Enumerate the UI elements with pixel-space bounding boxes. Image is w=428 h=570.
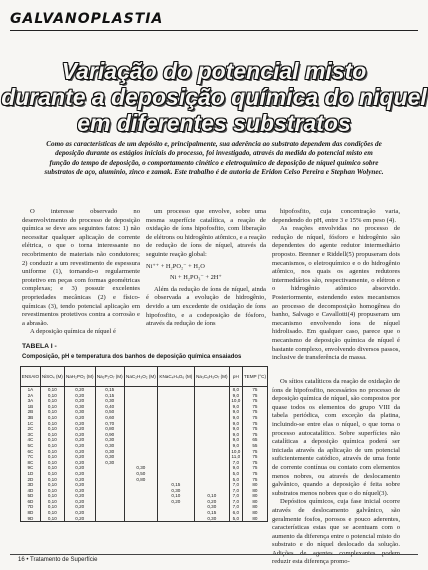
table-cell: 9,0 [229, 404, 242, 410]
table-cell: 0,10 [40, 426, 64, 432]
table-cell: 0,20 [64, 432, 95, 438]
table-cell: 6,0 [229, 510, 242, 516]
table-cell: 0,30 [95, 443, 124, 449]
table-cell: 5C [21, 443, 41, 449]
footer-rule [10, 554, 418, 555]
table-cell: 0,10 [40, 488, 64, 494]
article-abstract: Como as características de um depósito e, principalmente, sua aderência ao substrato dependem das condições de deposição durante os estágios iniciais do processo, foi investigado, através da medida do potencial misto em função do tempo de deposição, o comportamento cinético e eletroquímico de deposição de níquel químico sobre substratos de aço, alumínio, zinco e zamak. Este trabalho é de autoria de Eridon Celso Pereira e Stephan Wolynec. [44, 140, 384, 177]
table-cell: 0,30 [95, 454, 124, 460]
section-name: GALVANOPLASTIA [10, 11, 164, 27]
table-cell: 0,70 [95, 421, 124, 427]
table-cell: 3C [21, 432, 41, 438]
table-cell: 0,10 [40, 387, 64, 393]
header-cell: ENSAIO [21, 367, 41, 387]
table-cell: 80 [242, 493, 267, 499]
table-cell: 0,10 [40, 504, 64, 510]
table-cell: 80 [242, 504, 267, 510]
table-cell [158, 516, 195, 522]
header-cell: pH [229, 367, 242, 387]
table-cell: 0,20 [64, 426, 95, 432]
table-cell: 0,20 [64, 516, 95, 522]
table-cell: 0,30 [158, 488, 195, 494]
table-cell: 0,10 [40, 421, 64, 427]
table-cell: 0,20 [64, 454, 95, 460]
table-cell: 7,0 [229, 493, 242, 499]
table-label: TABELA I - [22, 343, 57, 350]
table-cell: 9D [21, 516, 41, 522]
table-cell: 75 [242, 471, 267, 477]
table-cell: 0,20 [64, 437, 95, 443]
table-cell: 0,10 [40, 398, 64, 404]
table-cell: 0,30 [124, 465, 157, 471]
table-cell: 0,10 [40, 454, 64, 460]
article-title-line-3: em diferentes substratos [77, 110, 351, 136]
table-cell: 1C [21, 421, 41, 427]
section-header [10, 8, 418, 31]
table-cell: 0,30 [95, 398, 124, 404]
table-cell: 0,10 [40, 465, 64, 471]
table-cell: 80 [242, 488, 267, 494]
table-cell: 0,10 [194, 493, 229, 499]
header-cell: Na₂P₂O₇ (M) [95, 367, 124, 387]
paragraph: Depósitos químicos, cuja fase inicial ocorre através de deslocamento galvânico, são geralmente fosfos, porosos e pouco aderentes, características estas que se acentuam com o aumento da diferença entre o potencial misto do substrato e do níquel deslocado da solução. Adições de agentes complexantes podem reduzir esta diferença promo- [272, 498, 400, 566]
table-cell: 0,20 [64, 393, 95, 399]
table-cell: 7,0 [229, 499, 242, 505]
table-cell: 11,0 [229, 454, 242, 460]
equation-line-1: Ni⁺⁺ + H₂PO₂⁻ + H₂O [146, 262, 205, 270]
table-cell: 2A [21, 393, 41, 399]
table-cell: 0,20 [64, 477, 95, 483]
table-cell: 1A [21, 387, 41, 393]
table-cell: 75 [242, 404, 267, 410]
header-cell: NaH₂PO₂ (M) [64, 367, 95, 387]
table-cell: 75 [242, 393, 267, 399]
table-cell: 0,20 [64, 465, 95, 471]
table-cell: 75 [242, 454, 267, 460]
table-cell: 9C [21, 465, 41, 471]
table-cell: 7,0 [229, 488, 242, 494]
paragraph: hipofosfito, cuja concentração varia, dependendo do pH, entre 3 e 15% em peso (4). [272, 208, 400, 224]
header-cell: Na₃C₆H₅O₇ (M) [194, 367, 229, 387]
table-cell: 75 [242, 449, 267, 455]
table-cell: 65 [242, 437, 267, 443]
table-cell: 0,10 [40, 404, 64, 410]
table-cell: 2C [21, 426, 41, 432]
table-cell: 0,10 [40, 443, 64, 449]
table-cell: 4C [21, 437, 41, 443]
column-3-top [272, 208, 400, 363]
table-cell: 1B [21, 404, 41, 410]
table-cell: 9,0 [229, 393, 242, 399]
table-cell: 8D [21, 510, 41, 516]
table-cell: 7,0 [229, 460, 242, 466]
table-cell: 3D [21, 482, 41, 488]
table-cell: 75 [242, 465, 267, 471]
table-cell: 0,20 [64, 387, 95, 393]
table-cell: 55 [242, 443, 267, 449]
table-header-row [21, 367, 268, 387]
table-cell: 4D [21, 488, 41, 494]
header-cell: TEMP (°C) [242, 367, 267, 387]
table-body [21, 387, 268, 522]
table-cell: 80 [242, 482, 267, 488]
table-cell: 10,0 [231, 448, 241, 454]
header-cell: KNaC₄H₄O₆ (M) [158, 367, 195, 387]
table-cell: 0,10 [158, 493, 195, 499]
table-cell: 0,15 [158, 482, 195, 488]
paragraph: Os sítios catalíticos da reação de oxidação de íons de hipofosfito, necessários no processo de deposição química de níquel, são compostos por quase todos os elementos do grupo VIII da tabela periódica, com exceção da platina, incluindo-se entre elas o níquel, o que torna o processo autocatalítico. Sobre superfícies não catalíticas a deposição química poderá ser iniciada através da aplicação de um potencial suficientemente catódico, através de uma fonte de corrente contínua ou contato com elementos menos nobres, ou através de deslocamento galvânico, quando a deposição é feita sobre substratos menos nobres que o do níquel(3). [272, 378, 400, 497]
paragraph: A deposição química de níquel é [30, 328, 116, 336]
table-cell: 0,10 [40, 516, 64, 522]
table-cell: 5,0 [229, 477, 242, 483]
table-cell: 9,0 [229, 409, 242, 415]
table-cell: 0,40 [95, 404, 124, 410]
table-cell: 2D [21, 477, 41, 483]
table-cell: 0,10 [40, 415, 64, 421]
table-cell: 0,10 [40, 482, 64, 488]
table-cell: 7C [21, 454, 41, 460]
table-cell: 0,15 [194, 510, 229, 516]
table-cell: 0,10 [40, 510, 64, 516]
table-cell: 0,10 [40, 393, 64, 399]
table-cell: 0,30 [194, 504, 229, 510]
table-cell: 75 [242, 432, 267, 438]
table-cell: 0,50 [95, 409, 124, 415]
paragraph: um processo que envolve, sobre uma mesma superfície catalítica, a reação de oxidação de íons hipofosfito, com liberação de elétrons ou hidrogênio atômico, e a reação de redução de íons de níquel, através da seguinte reação global: [146, 208, 266, 258]
table-cell: 5,0 [229, 516, 242, 522]
table-cell: 9,0 [229, 432, 242, 438]
table-cell: 0,10 [40, 437, 64, 443]
table-cell: 0,60 [95, 415, 124, 421]
table-cell: 0,20 [64, 398, 95, 404]
table-cell: 0,10 [40, 449, 64, 455]
page-footer: 16 • Tratamento de Superfície [18, 557, 98, 563]
table-cell: 7D [21, 504, 41, 510]
table-cell: 0,20 [64, 443, 95, 449]
table-cell: 6C [21, 449, 41, 455]
table-cell: 0,50 [124, 471, 157, 477]
table-cell: 0,20 [64, 460, 95, 466]
table-cell: 75 [242, 387, 267, 393]
table-cell: 0,20 [64, 510, 95, 516]
table-cell: 75 [242, 398, 267, 404]
table-cell: 6D [21, 499, 41, 505]
table-cell: 0,30 [95, 460, 124, 466]
table-cell: 0,30 [95, 449, 124, 455]
table-cell: 5,0 [229, 471, 242, 477]
table-cell: 0,20 [194, 499, 229, 505]
table-cell: 0,10 [40, 432, 64, 438]
article-title-line-1: Variação do potencial misto [61, 58, 367, 84]
table-cell: 3A [21, 398, 41, 404]
table-cell: 80 [242, 499, 267, 505]
table-cell: 9,0 [229, 465, 242, 471]
table-cell: 8C [21, 460, 41, 466]
table-cell: 0,10 [40, 460, 64, 466]
table-caption: Composição, pH e temperatura dos banhos de deposição química ensaiados [22, 354, 242, 360]
article-title-line-2: durante a deposição química do niquel [1, 84, 427, 110]
table-cell: 0,20 [64, 415, 95, 421]
table-cell [95, 516, 124, 522]
table-cell: 9,0 [229, 437, 242, 443]
table-cell: 0,80 [124, 477, 157, 483]
table-cell: 75 [242, 460, 267, 466]
table-cell: 75 [242, 426, 267, 432]
table-cell: 0,30 [194, 516, 229, 522]
table-cell: 0,30 [64, 404, 95, 410]
table-cell: 0,20 [158, 499, 195, 505]
table-cell: 0,30 [95, 437, 124, 443]
table-cell: 0,20 [64, 449, 95, 455]
header-cell: NaC₂H₃O₂ (M) [124, 367, 157, 387]
table-cell: 80 [242, 516, 267, 522]
table-cell: 0,10 [40, 477, 64, 483]
table-cell: 0,20 [64, 421, 95, 427]
table-cell: 75 [242, 477, 267, 483]
column-1 [22, 208, 140, 337]
table-cell: 2B [21, 409, 41, 415]
table-cell: 8,0 [229, 387, 242, 393]
table-cell [124, 516, 157, 522]
table-cell: 0,10 [40, 409, 64, 415]
table-cell: 10,0 [231, 398, 241, 404]
table-cell: 3B [21, 415, 41, 421]
table-cell: 9,0 [229, 443, 242, 449]
table-cell: 7,0 [229, 482, 242, 488]
column-3-bottom [272, 378, 400, 567]
table-row [21, 516, 268, 522]
table-cell: 9,0 [229, 421, 242, 427]
table-cell: 0,80 [95, 426, 124, 432]
table-cell: 75 [242, 415, 267, 421]
table-cell: 0,20 [64, 471, 95, 477]
table-cell: 1D [21, 471, 41, 477]
table-cell: 0,15 [95, 387, 124, 393]
table-cell: 0,90 [95, 432, 124, 438]
table-cell: 75 [242, 409, 267, 415]
paragraph: As reações envolvidas no processo de redução de níquel, fósforo e hidrogênio são dependentes do agente redutor intermediário proposto. Brenner e Riddell(5) propuseram dois mecanismos, o eletroquímico e o do hidrogênio atômico, nos quais os agentes redutores intermediários são, respectivamente, o elétron e o hidrogênio atômico absorvido. Posteriormente, estendendo estes mecanismos ao processo de decomposição homogênea do banho, Salvago e Cavallotti(4) propuseram um mecanismo envolvendo íons de níquel hidrolisado. Em qualquer caso, parece que o mecanismo de deposição química de níquel é bastante complexo, envolvendo diversos passos, inclusive de transferência de massa. [272, 225, 400, 362]
table-cell: 5D [21, 493, 41, 499]
table-cell: 0,10 [40, 471, 64, 477]
table-cell: 0,20 [64, 493, 95, 499]
table-cell: 0,10 [40, 493, 64, 499]
equation-line-2: Ni + H₂PO₃⁻ + 2H⁺ [170, 274, 222, 282]
column-2 [146, 208, 266, 329]
table-cell: 80 [242, 510, 267, 516]
table-cell: 7,0 [229, 504, 242, 510]
header-cell: NiSO₄ (M) [40, 367, 64, 387]
table-cell: 0,20 [64, 504, 95, 510]
table-cell: 9,0 [229, 426, 242, 432]
table-cell: 0,20 [64, 482, 95, 488]
table-cell: 0,10 [40, 499, 64, 505]
table-cell: 0,15 [95, 393, 124, 399]
bath-composition-table [20, 366, 268, 522]
paragraph: O interesse observado no desenvolvimento do processo de deposição química se deve aos seguintes fatos: 1) não necessitar qualquer aplicação de corrente elétrica, o que o torna interessante no recobrimento de materiais não condutores; 2) conduzir a um revestimento de espessura uniforme (1), tornando-o regularmente protetivo em peças com formas geométricas complexas; e 3) possuir excelentes propriedades mecânicas (2) e físico-químicas (3), tendo potencial aplicação em revestimentos protetivos contra a corrosão e a abrasão. [22, 208, 140, 327]
table-cell: 0,20 [64, 499, 95, 505]
table-cell: 75 [242, 421, 267, 427]
paragraph: Além da redução de íons de níquel, ainda é observada a evolução de hidrogênio, devido a um excedente de oxidação de íons hipofosfito, e a codeposição de fósforo, através da redução de íons [146, 285, 266, 328]
table-cell: 0,20 [64, 488, 95, 494]
table-cell: 9,0 [229, 415, 242, 421]
table-cell: 0,30 [64, 409, 95, 415]
